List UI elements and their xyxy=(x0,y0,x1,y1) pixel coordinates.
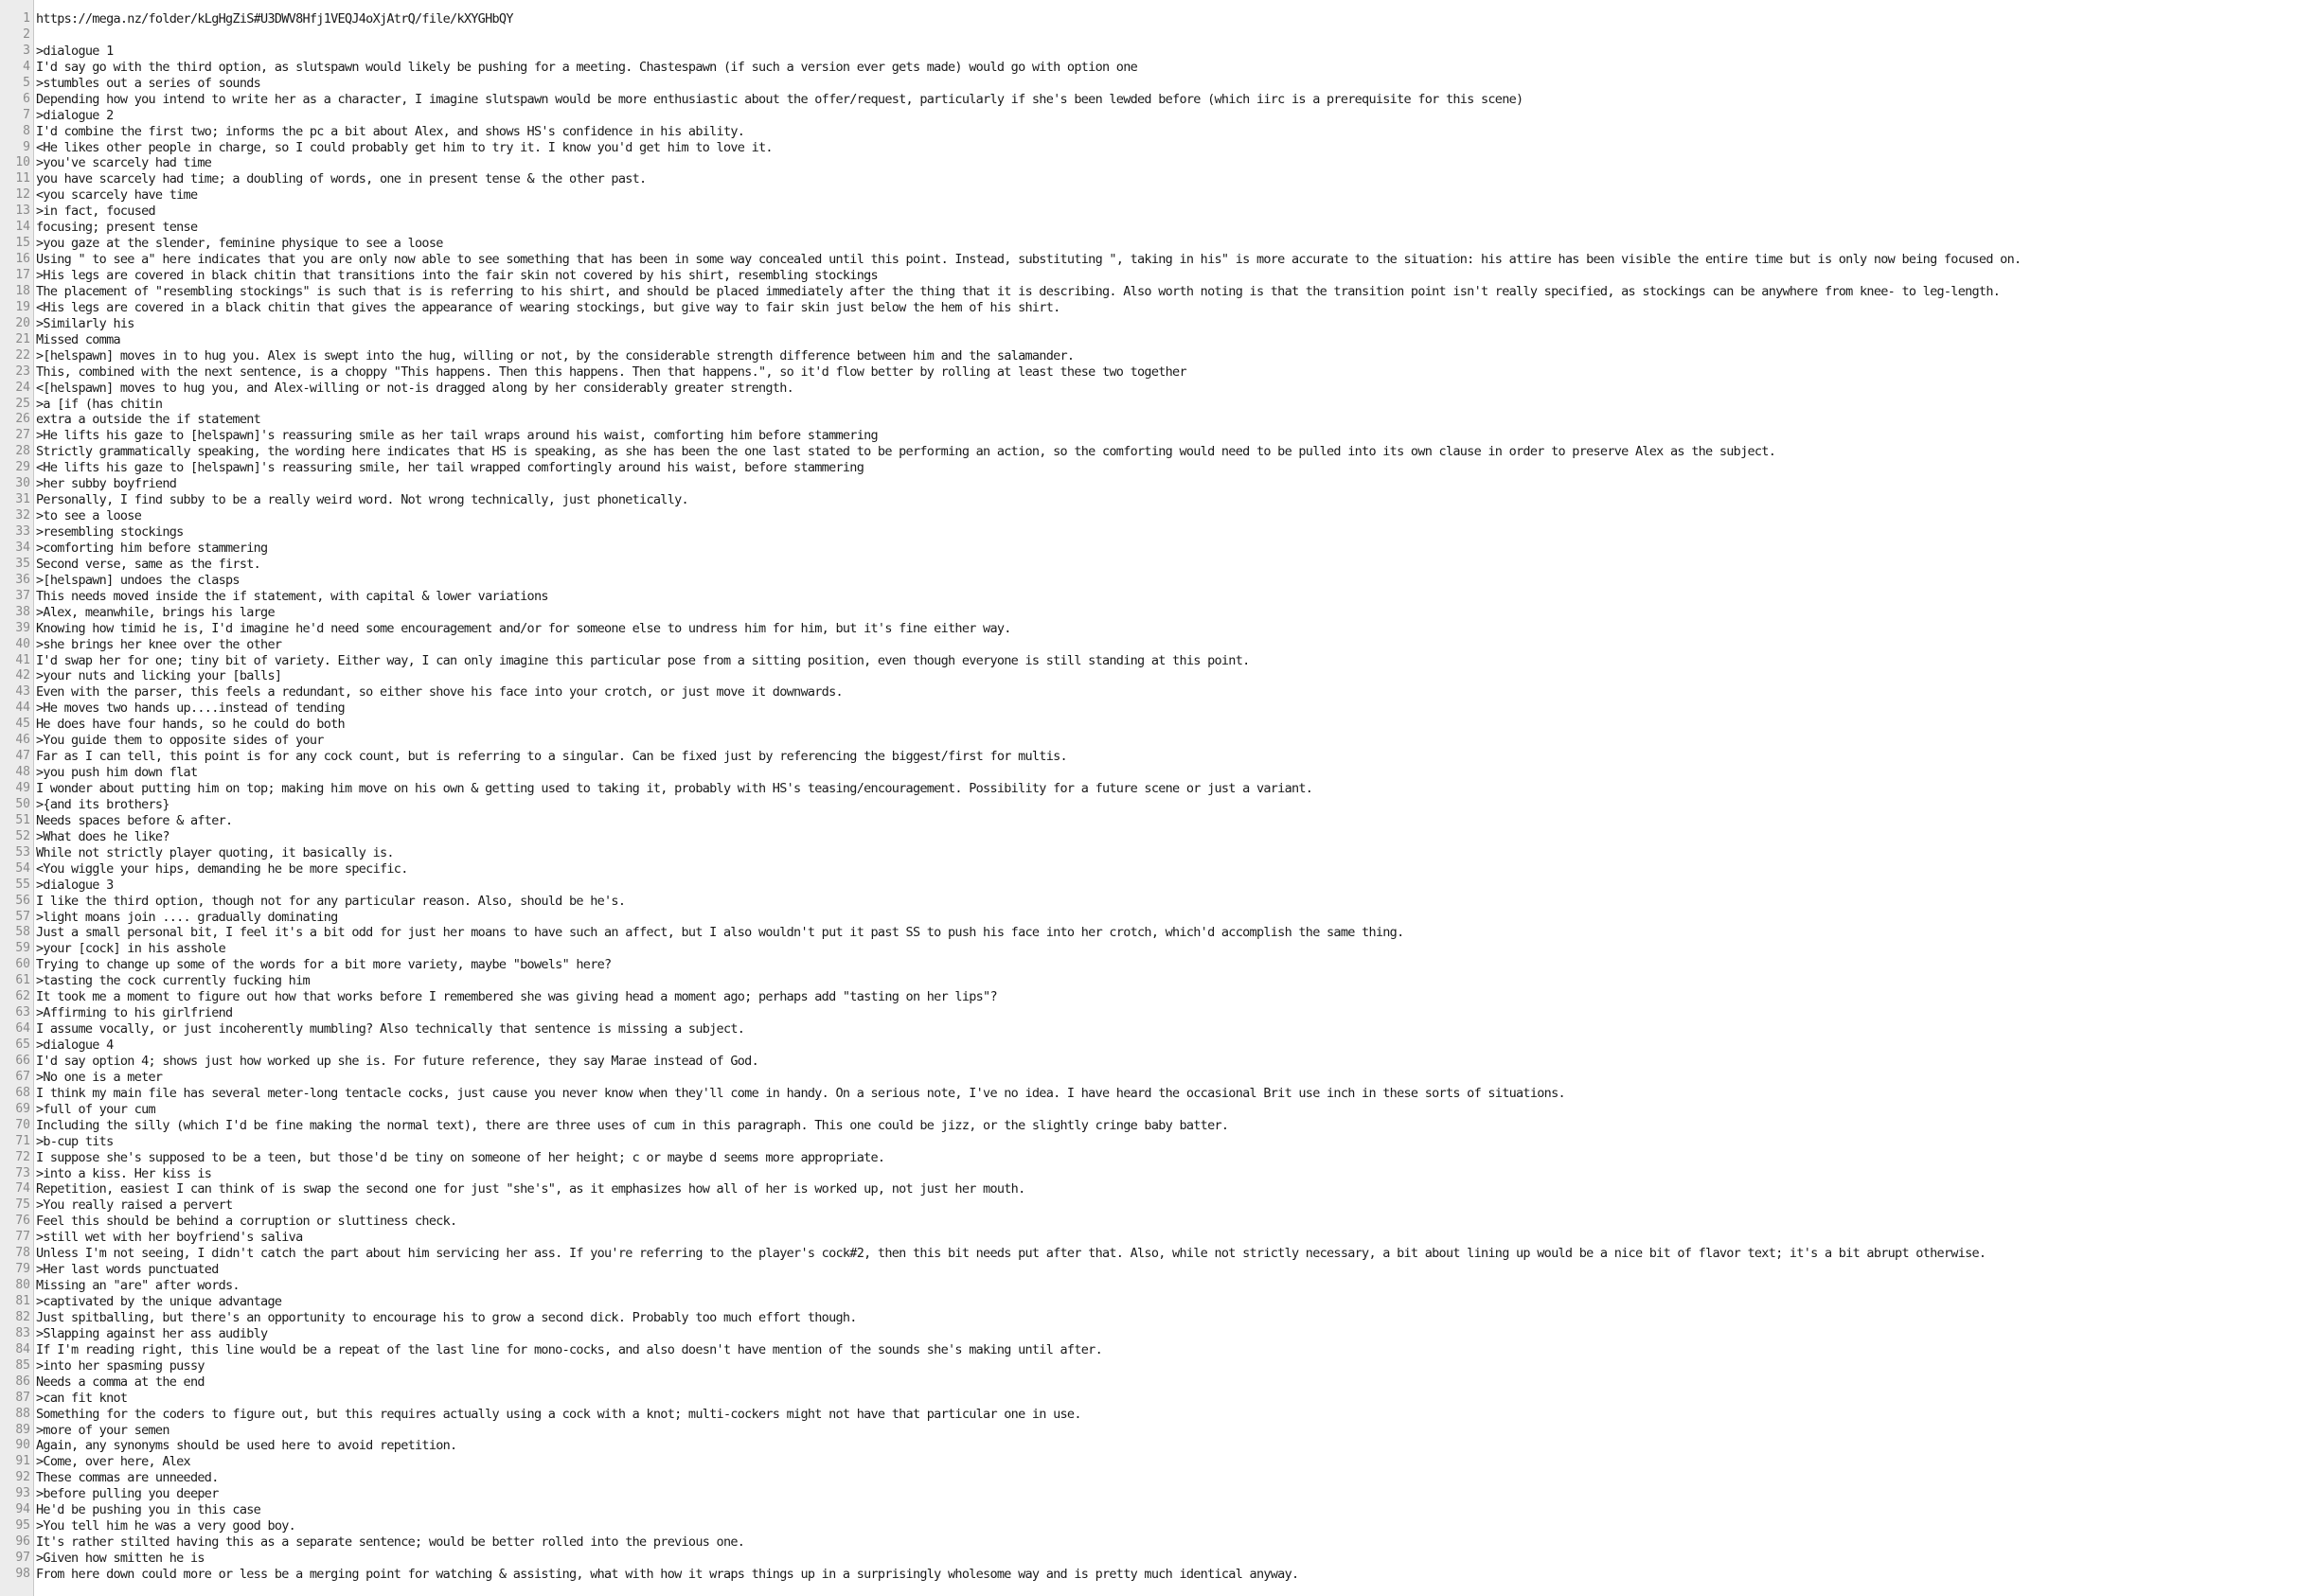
line-text: >Similarly his xyxy=(36,315,134,331)
line-number: 64 xyxy=(15,1021,30,1037)
editor-line[interactable] xyxy=(0,1294,2298,1310)
editor-line[interactable] xyxy=(0,268,2298,284)
line-text: >more of your semen xyxy=(36,1422,169,1438)
line-text: https://mega.nz/folder/kLgHgZiS#U3DWV8Hfj1VEQJ4oXjAtrQ/file/kXYGHbQY xyxy=(36,11,513,27)
line-number: 31 xyxy=(15,492,30,507)
line-text: Personally, I find subby to be a really weird word. Not wrong technically, just phonetically. xyxy=(36,492,688,508)
line-number: 28 xyxy=(15,444,30,459)
line-number: 38 xyxy=(15,604,30,619)
line-number: 82 xyxy=(15,1309,30,1324)
editor-line[interactable] xyxy=(0,412,2298,428)
line-text: >b-cup tits xyxy=(36,1133,114,1149)
line-number: 77 xyxy=(15,1230,30,1245)
line-number: 37 xyxy=(15,588,30,603)
line-text: >No one is a meter xyxy=(36,1069,163,1085)
line-number: 85 xyxy=(15,1357,30,1373)
line-text: >{and its brothers} xyxy=(36,796,169,812)
line-text: >He moves two hands up....instead of tending xyxy=(36,700,345,717)
line-number: 46 xyxy=(15,733,30,748)
line-number: 16 xyxy=(15,252,30,267)
line-number: 34 xyxy=(15,540,30,555)
line-text: you have scarcely had time; a doubling of words, one in present tense & the other past. xyxy=(36,171,647,187)
editor-line[interactable] xyxy=(0,621,2298,637)
line-number: 39 xyxy=(15,620,30,635)
line-text: >stumbles out a series of sounds xyxy=(36,75,261,91)
line-text: >you push him down flat xyxy=(36,765,198,781)
line-number: 13 xyxy=(15,204,30,219)
editor-line[interactable] xyxy=(0,140,2298,156)
editor-line[interactable] xyxy=(0,1567,2298,1583)
line-number: 73 xyxy=(15,1165,30,1180)
line-number: 89 xyxy=(15,1422,30,1437)
line-text: <He lifts his gaze to [helspawn]'s reassuring smile, her tail wrapped comfortingly around his waist, before stammering xyxy=(36,460,864,476)
line-text: Just spitballing, but there's an opportunity to encourage his to grow a second dick. Probably too much effort though. xyxy=(36,1309,857,1325)
line-number: 54 xyxy=(15,860,30,876)
line-number: 23 xyxy=(15,364,30,379)
line-number: 24 xyxy=(15,380,30,395)
editor-line[interactable] xyxy=(0,1486,2298,1502)
line-number: 98 xyxy=(15,1566,30,1581)
editor-line[interactable] xyxy=(0,1518,2298,1534)
editor-line[interactable] xyxy=(0,637,2298,653)
editor-line[interactable] xyxy=(0,300,2298,316)
line-text: Feel this should be behind a corruption or sluttiness check. xyxy=(36,1214,457,1230)
line-text: >resembling stockings xyxy=(36,524,184,540)
editor-line[interactable] xyxy=(0,316,2298,332)
line-number: 17 xyxy=(15,268,30,282)
line-text: While not strictly player quoting, it basically is. xyxy=(36,844,394,860)
line-number: 96 xyxy=(15,1534,30,1550)
editor-line[interactable] xyxy=(0,845,2298,861)
line-text: >Slapping against her ass audibly xyxy=(36,1325,268,1341)
editor-line[interactable] xyxy=(0,1070,2298,1086)
line-text: >Given how smitten he is xyxy=(36,1551,205,1566)
line-text: <You wiggle your hips, demanding he be more specific. xyxy=(36,860,408,877)
line-text: >she brings her knee over the other xyxy=(36,636,282,652)
line-text: I think my main file has several meter-long tentacle cocks, just cause you never know when they'll come in handy. On a serious note, I've no idea. I have heard the occasional Brit use inch in these sorts of situations. xyxy=(36,1085,1565,1101)
line-text: I wonder about putting him on top; making him move on his own & getting used to taking it, probably with HS's teasing/encouragement. Possibility for a future scene or just a variant. xyxy=(36,781,1313,796)
line-number: 91 xyxy=(15,1454,30,1469)
editor-line[interactable] xyxy=(0,1374,2298,1391)
line-text: <His legs are covered in a black chitin that gives the appearance of wearing stockings, but give way to fair skin just below the hem of his shirt. xyxy=(36,299,1060,315)
editor-line[interactable] xyxy=(0,1021,2298,1037)
line-text: >dialogue 2 xyxy=(36,107,114,123)
editor-line[interactable] xyxy=(0,653,2298,669)
editor-line[interactable] xyxy=(0,1470,2298,1486)
line-number: 47 xyxy=(15,749,30,764)
line-number: 49 xyxy=(15,781,30,795)
line-text: >Her last words punctuated xyxy=(36,1262,219,1278)
line-text: Strictly grammatically speaking, the wording here indicates that HS is speaking, as she has been the one last stated to be performing an action, so the comforting would need to be pulled into its own clause in order to preserve Alex as the subject. xyxy=(36,444,1776,460)
line-text: Repetition, easiest I can think of is swap the second one for just "she's", as it emphasizes how all of her is worked up, not just her mouth. xyxy=(36,1181,1025,1197)
line-number: 79 xyxy=(15,1262,30,1277)
line-number: 21 xyxy=(15,331,30,346)
editor-line[interactable] xyxy=(0,1005,2298,1021)
editor-line[interactable] xyxy=(0,1181,2298,1197)
editor-line[interactable] xyxy=(0,1310,2298,1326)
line-number: 57 xyxy=(15,909,30,924)
editor-line[interactable] xyxy=(0,700,2298,717)
line-text: <He likes other people in charge, so I could probably get him to try it. I know you'd get him to love it. xyxy=(36,139,773,155)
editor-line[interactable] xyxy=(0,989,2298,1005)
line-text: I'd combine the first two; informs the pc a bit about Alex, and shows HS's confidence in his ability. xyxy=(36,123,745,139)
line-number: 11 xyxy=(15,171,30,186)
editor-line[interactable] xyxy=(0,765,2298,781)
editor-line[interactable] xyxy=(0,797,2298,813)
editor-line[interactable] xyxy=(0,717,2298,733)
editor-line[interactable] xyxy=(0,492,2298,508)
line-number: 14 xyxy=(15,220,30,235)
editor-line[interactable] xyxy=(0,1551,2298,1567)
line-number: 51 xyxy=(15,812,30,827)
editor-line[interactable] xyxy=(0,1358,2298,1374)
line-number: 19 xyxy=(15,299,30,314)
line-text: <you scarcely have time xyxy=(36,187,198,204)
editor-line[interactable] xyxy=(0,220,2298,236)
editor-line[interactable] xyxy=(0,589,2298,605)
editor-line[interactable] xyxy=(0,236,2298,252)
line-text: I assume vocally, or just incoherently mumbling? Also technically that sentence is missing a subject. xyxy=(36,1021,745,1037)
editor-line[interactable] xyxy=(0,668,2298,684)
editor-line[interactable] xyxy=(0,444,2298,460)
line-number: 43 xyxy=(15,684,30,700)
line-number: 45 xyxy=(15,717,30,732)
line-text: Unless I'm not seeing, I didn't catch the part about him servicing her ass. If you're referring to the player's cock#2, then this bit needs put after that. Also, while not strictly necessary, a bit about lining up would be a nice bit of flavor text; it's a bit abrupt otherwise. xyxy=(36,1246,1986,1262)
line-number: 93 xyxy=(15,1486,30,1501)
editor-lines xyxy=(0,11,2298,1583)
editor-line[interactable] xyxy=(0,894,2298,910)
editor-line[interactable] xyxy=(0,1278,2298,1294)
line-number: 90 xyxy=(15,1438,30,1453)
line-text: >you've scarcely had time xyxy=(36,155,212,171)
editor-line[interactable] xyxy=(0,1118,2298,1134)
line-number: 36 xyxy=(15,572,30,587)
editor-line[interactable] xyxy=(0,108,2298,124)
editor-line[interactable] xyxy=(0,733,2298,749)
line-number: 87 xyxy=(15,1390,30,1405)
line-number: 92 xyxy=(15,1470,30,1485)
editor-line[interactable] xyxy=(0,1246,2298,1262)
line-number: 53 xyxy=(15,844,30,860)
line-text: >full of your cum xyxy=(36,1101,155,1117)
line-text: >before pulling you deeper xyxy=(36,1486,219,1502)
line-number: 84 xyxy=(15,1341,30,1357)
line-text: Missing an "are" after words. xyxy=(36,1278,240,1294)
line-number: 62 xyxy=(15,989,30,1004)
line-text: Including the silly (which I'd be fine making the normal text), there are three uses of cum in this paragraph. This one could be jizz, or the slightly cringe baby batter. xyxy=(36,1117,1229,1133)
editor-line[interactable] xyxy=(0,124,2298,140)
line-number: 26 xyxy=(15,412,30,427)
line-number: 69 xyxy=(15,1101,30,1116)
line-text: >Affirming to his girlfriend xyxy=(36,1005,233,1021)
line-number: 78 xyxy=(15,1246,30,1261)
line-number: 10 xyxy=(15,155,30,170)
editor-line[interactable] xyxy=(0,1407,2298,1423)
line-number: 81 xyxy=(15,1294,30,1308)
editor-line[interactable] xyxy=(0,1037,2298,1054)
line-text: >dialogue 4 xyxy=(36,1037,114,1053)
line-text: focusing; present tense xyxy=(36,220,198,236)
line-number: 32 xyxy=(15,508,30,523)
editor-line[interactable] xyxy=(0,1502,2298,1518)
editor-line[interactable] xyxy=(0,957,2298,973)
line-text: I'd say option 4; shows just how worked up she is. For future reference, they say Marae instead of God. xyxy=(36,1053,758,1069)
line-text: Needs a comma at the end xyxy=(36,1374,205,1390)
editor-line[interactable] xyxy=(0,204,2298,220)
line-number: 97 xyxy=(15,1551,30,1565)
line-text: >can fit knot xyxy=(36,1390,128,1406)
editor-line[interactable] xyxy=(0,508,2298,524)
editor-line[interactable] xyxy=(0,1342,2298,1358)
line-number: 27 xyxy=(15,428,30,443)
line-text: These commas are unneeded. xyxy=(36,1470,219,1486)
editor-line[interactable] xyxy=(0,557,2298,573)
line-number: 75 xyxy=(15,1197,30,1213)
line-text: >tasting the cock currently fucking him xyxy=(36,973,310,989)
editor-line[interactable] xyxy=(0,878,2298,894)
editor-line[interactable] xyxy=(0,573,2298,589)
line-text: >your [cock] in his asshole xyxy=(36,941,226,957)
line-text: This, combined with the next sentence, is a choppy "This happens. Then this happens. Then that happens.", so it'd flow better by rolling at least these two together xyxy=(36,364,1186,380)
line-text: >into a kiss. Her kiss is xyxy=(36,1165,212,1181)
line-text: >He lifts his gaze to [helspawn]'s reassuring smile as her tail wraps around his waist, comforting him before stammering xyxy=(36,428,878,444)
line-number: 55 xyxy=(15,877,30,892)
line-text: I like the third option, though not for any particular reason. Also, should be he's. xyxy=(36,893,626,909)
line-text: >your nuts and licking your [balls] xyxy=(36,668,282,684)
editor-line[interactable] xyxy=(0,1326,2298,1342)
line-text: >Alex, meanwhile, brings his large xyxy=(36,604,275,620)
line-text: >light moans join .... gradually dominating xyxy=(36,909,338,925)
editor-line[interactable] xyxy=(0,973,2298,989)
line-text: Even with the parser, this feels a redundant, so either shove his face into your crotch, or just move it downwards. xyxy=(36,684,843,700)
editor-line[interactable] xyxy=(0,684,2298,700)
line-text: >[helspawn] moves in to hug you. Alex is swept into the hug, willing or not, by the considerable strength difference between him and the salamander. xyxy=(36,347,1075,364)
line-number: 66 xyxy=(15,1053,30,1068)
line-number: 72 xyxy=(15,1149,30,1164)
line-text: He'd be pushing you in this case xyxy=(36,1502,261,1518)
line-text: >captivated by the unique advantage xyxy=(36,1294,282,1309)
editor-line[interactable] xyxy=(0,284,2298,300)
line-number: 8 xyxy=(23,123,30,138)
line-text: Missed comma xyxy=(36,331,120,347)
editor-line[interactable] xyxy=(0,348,2298,364)
line-text: >[helspawn] undoes the clasps xyxy=(36,572,240,588)
editor-line[interactable] xyxy=(0,1150,2298,1166)
editor-line[interactable] xyxy=(0,749,2298,765)
editor-line[interactable] xyxy=(0,1391,2298,1407)
editor-line[interactable] xyxy=(0,428,2298,444)
line-text: He does have four hands, so he could do both xyxy=(36,717,345,733)
editor-line[interactable] xyxy=(0,1166,2298,1182)
line-number: 74 xyxy=(15,1181,30,1197)
line-text: Depending how you intend to write her as a character, I imagine slutspawn would be more enthusiastic about the offer/request, particularly if she's been lewded before (which iirc is a prerequisite for this scene) xyxy=(36,91,1523,107)
line-number: 56 xyxy=(15,893,30,908)
editor-line[interactable] xyxy=(0,460,2298,476)
line-number: 83 xyxy=(15,1325,30,1340)
editor-line[interactable] xyxy=(0,155,2298,171)
line-text: >Come, over here, Alex xyxy=(36,1454,190,1470)
line-number: 60 xyxy=(15,957,30,972)
line-number: 1 xyxy=(23,11,30,26)
line-number: 4 xyxy=(23,59,30,74)
line-number: 15 xyxy=(15,236,30,251)
editor-line[interactable] xyxy=(0,1438,2298,1454)
line-number: 42 xyxy=(15,668,30,683)
line-number: 94 xyxy=(15,1502,30,1517)
line-text: Knowing how timid he is, I'd imagine he'd need some encouragement and/or for someone else to undress him for him, but it's fine either way. xyxy=(36,620,1011,636)
line-number: 35 xyxy=(15,556,30,571)
line-number: 18 xyxy=(15,283,30,298)
line-number: 86 xyxy=(15,1374,30,1389)
editor-line[interactable] xyxy=(0,171,2298,187)
line-number: 41 xyxy=(15,652,30,667)
editor-line[interactable] xyxy=(0,861,2298,878)
line-number: 52 xyxy=(15,828,30,843)
editor-line[interactable] xyxy=(0,1454,2298,1470)
editor-line[interactable] xyxy=(0,829,2298,845)
line-number: 20 xyxy=(15,315,30,330)
line-number: 40 xyxy=(15,636,30,651)
editor-line[interactable] xyxy=(0,941,2298,957)
line-text: I suppose she's supposed to be a teen, but those'd be tiny on someone of her height; c or maybe d seems more appropriate. xyxy=(36,1149,885,1165)
line-number: 29 xyxy=(15,460,30,475)
editor-line[interactable] xyxy=(0,781,2298,797)
editor-line[interactable] xyxy=(0,332,2298,348)
line-text: Far as I can tell, this point is for any cock count, but is referring to a singular. Can be fixed just by referencing the biggest/first for multis. xyxy=(36,749,1067,765)
editor-line[interactable] xyxy=(0,76,2298,92)
line-number: 12 xyxy=(15,187,30,203)
line-number: 30 xyxy=(15,476,30,491)
editor-line[interactable] xyxy=(0,364,2298,381)
editor-line[interactable] xyxy=(0,1134,2298,1150)
line-number: 61 xyxy=(15,973,30,988)
line-text: >to see a loose xyxy=(36,508,142,524)
line-text: Needs spaces before & after. xyxy=(36,812,233,828)
editor-line[interactable] xyxy=(0,92,2298,108)
line-number: 70 xyxy=(15,1117,30,1132)
line-text: >in fact, focused xyxy=(36,204,155,220)
line-text: Second verse, same as the first. xyxy=(36,556,261,572)
line-text: I'd swap her for one; tiny bit of variety. Either way, I can only imagine this particular pose from a sitting position, even though everyone is still standing at this point. xyxy=(36,652,1250,668)
line-text: Something for the coders to figure out, but this requires actually using a cock with a knot; multi-cockers might not have that particular one in use. xyxy=(36,1406,1081,1422)
line-number: 76 xyxy=(15,1214,30,1229)
line-number: 67 xyxy=(15,1069,30,1084)
line-text: >into her spasming pussy xyxy=(36,1357,205,1374)
line-number: 7 xyxy=(23,107,30,122)
editor-line[interactable] xyxy=(0,1197,2298,1214)
line-text: <[helspawn] moves to hug you, and Alex-willing or not-is dragged along by her considerably greater strength. xyxy=(36,380,794,396)
line-text: >a [if (has chitin xyxy=(36,396,163,412)
line-text: It's rather stilted having this as a separate sentence; would be better rolled into the previous one. xyxy=(36,1534,745,1551)
editor-line[interactable] xyxy=(0,397,2298,413)
editor-line[interactable] xyxy=(0,813,2298,829)
line-number: 88 xyxy=(15,1406,30,1421)
editor-line[interactable] xyxy=(0,1534,2298,1551)
line-text: >comforting him before stammering xyxy=(36,540,268,556)
editor-line[interactable] xyxy=(0,910,2298,926)
editor-line[interactable] xyxy=(0,44,2298,60)
editor-line[interactable] xyxy=(0,524,2298,541)
line-text: Just a small personal bit, I feel it's a bit odd for just her moans to have such an affect, but I also wouldn't put it past SS to push his face into her crotch, which'd accomplish the same thing. xyxy=(36,925,1404,941)
line-number: 22 xyxy=(15,347,30,363)
editor-line[interactable] xyxy=(0,541,2298,557)
line-number: 6 xyxy=(23,91,30,106)
editor-line[interactable] xyxy=(0,1054,2298,1070)
editor-line[interactable] xyxy=(0,1230,2298,1246)
editor-line[interactable] xyxy=(0,1423,2298,1439)
line-text: From here down could more or less be a merging point for watching & assisting, what with how it wraps things up in a surprisingly wholesome way and is pretty much identical anyway. xyxy=(36,1566,1299,1582)
line-number: 50 xyxy=(15,796,30,811)
editor-line[interactable] xyxy=(0,925,2298,941)
editor-line[interactable] xyxy=(0,381,2298,397)
line-number: 65 xyxy=(15,1037,30,1052)
editor-line[interactable] xyxy=(0,1102,2298,1118)
line-text: >You guide them to opposite sides of your xyxy=(36,733,324,749)
line-number: 95 xyxy=(15,1518,30,1534)
line-text: If I'm reading right, this line would be a repeat of the last line for mono-cocks, and also doesn't have mention of the sounds she's making until after. xyxy=(36,1341,1102,1357)
line-number: 48 xyxy=(15,765,30,780)
line-text: >her subby boyfriend xyxy=(36,476,177,492)
line-text: >you gaze at the slender, feminine physique to see a loose xyxy=(36,236,443,252)
line-text: >dialogue 3 xyxy=(36,877,114,893)
editor-line[interactable] xyxy=(0,252,2298,268)
line-text: I'd say go with the third option, as slutspawn would likely be pushing for a meeting. Chastespawn (if such a version ever gets made) would go with option one xyxy=(36,59,1138,75)
editor-line[interactable] xyxy=(0,1214,2298,1230)
line-text: >dialogue 1 xyxy=(36,43,114,59)
editor-line[interactable] xyxy=(0,1086,2298,1102)
line-number: 58 xyxy=(15,925,30,940)
line-number: 33 xyxy=(15,524,30,539)
line-number: 63 xyxy=(15,1005,30,1020)
line-text: Trying to change up some of the words for a bit more variety, maybe "bowels" here? xyxy=(36,957,612,973)
line-number: 3 xyxy=(23,43,30,58)
line-text: This needs moved inside the if statement, with capital & lower variations xyxy=(36,588,548,604)
line-text: extra a outside the if statement xyxy=(36,412,261,428)
editor-line[interactable] xyxy=(0,1262,2298,1278)
line-text: >His legs are covered in black chitin that transitions into the fair skin not covered by his shirt, resembling stockings xyxy=(36,268,878,283)
line-number: 25 xyxy=(15,396,30,411)
line-number: 68 xyxy=(15,1085,30,1100)
line-number: 2 xyxy=(23,27,30,42)
line-text: It took me a moment to figure out how that works before I remembered she was giving head a moment ago; perhaps add "tasting on her lips"? xyxy=(36,989,997,1005)
line-text: >You tell him he was a very good boy. xyxy=(36,1518,296,1534)
line-text: >still wet with her boyfriend's saliva xyxy=(36,1230,303,1246)
line-number: 5 xyxy=(23,75,30,90)
editor-line[interactable] xyxy=(0,605,2298,621)
line-number: 9 xyxy=(23,139,30,154)
line-number: 44 xyxy=(15,700,30,716)
line-number: 59 xyxy=(15,941,30,956)
editor-line[interactable] xyxy=(0,27,2298,44)
editor-line[interactable] xyxy=(0,476,2298,492)
line-text: >What does he like? xyxy=(36,828,169,844)
line-text: >You really raised a pervert xyxy=(36,1197,233,1214)
line-text: The placement of "resembling stockings" is such that is is referring to his shirt, and should be placed immediately after the thing that it is describing. Also worth noting is that the transition point isn't really specified, as stockings can be anywhere from knee- to leg-length. xyxy=(36,283,2001,299)
editor-line[interactable] xyxy=(0,60,2298,76)
line-number: 71 xyxy=(15,1133,30,1148)
line-text: Using " to see a" here indicates that you are only now able to see something that has been in some way concealed until this point. Instead, substituting ", taking in his" is more accurate to the situation: his attire has been visible the entire time but is only now being focused on. xyxy=(36,252,2022,268)
editor-line[interactable] xyxy=(0,11,2298,27)
line-text: Again, any synonyms should be used here to avoid repetition. xyxy=(36,1438,457,1454)
line-number: 80 xyxy=(15,1278,30,1293)
editor-line[interactable] xyxy=(0,187,2298,204)
